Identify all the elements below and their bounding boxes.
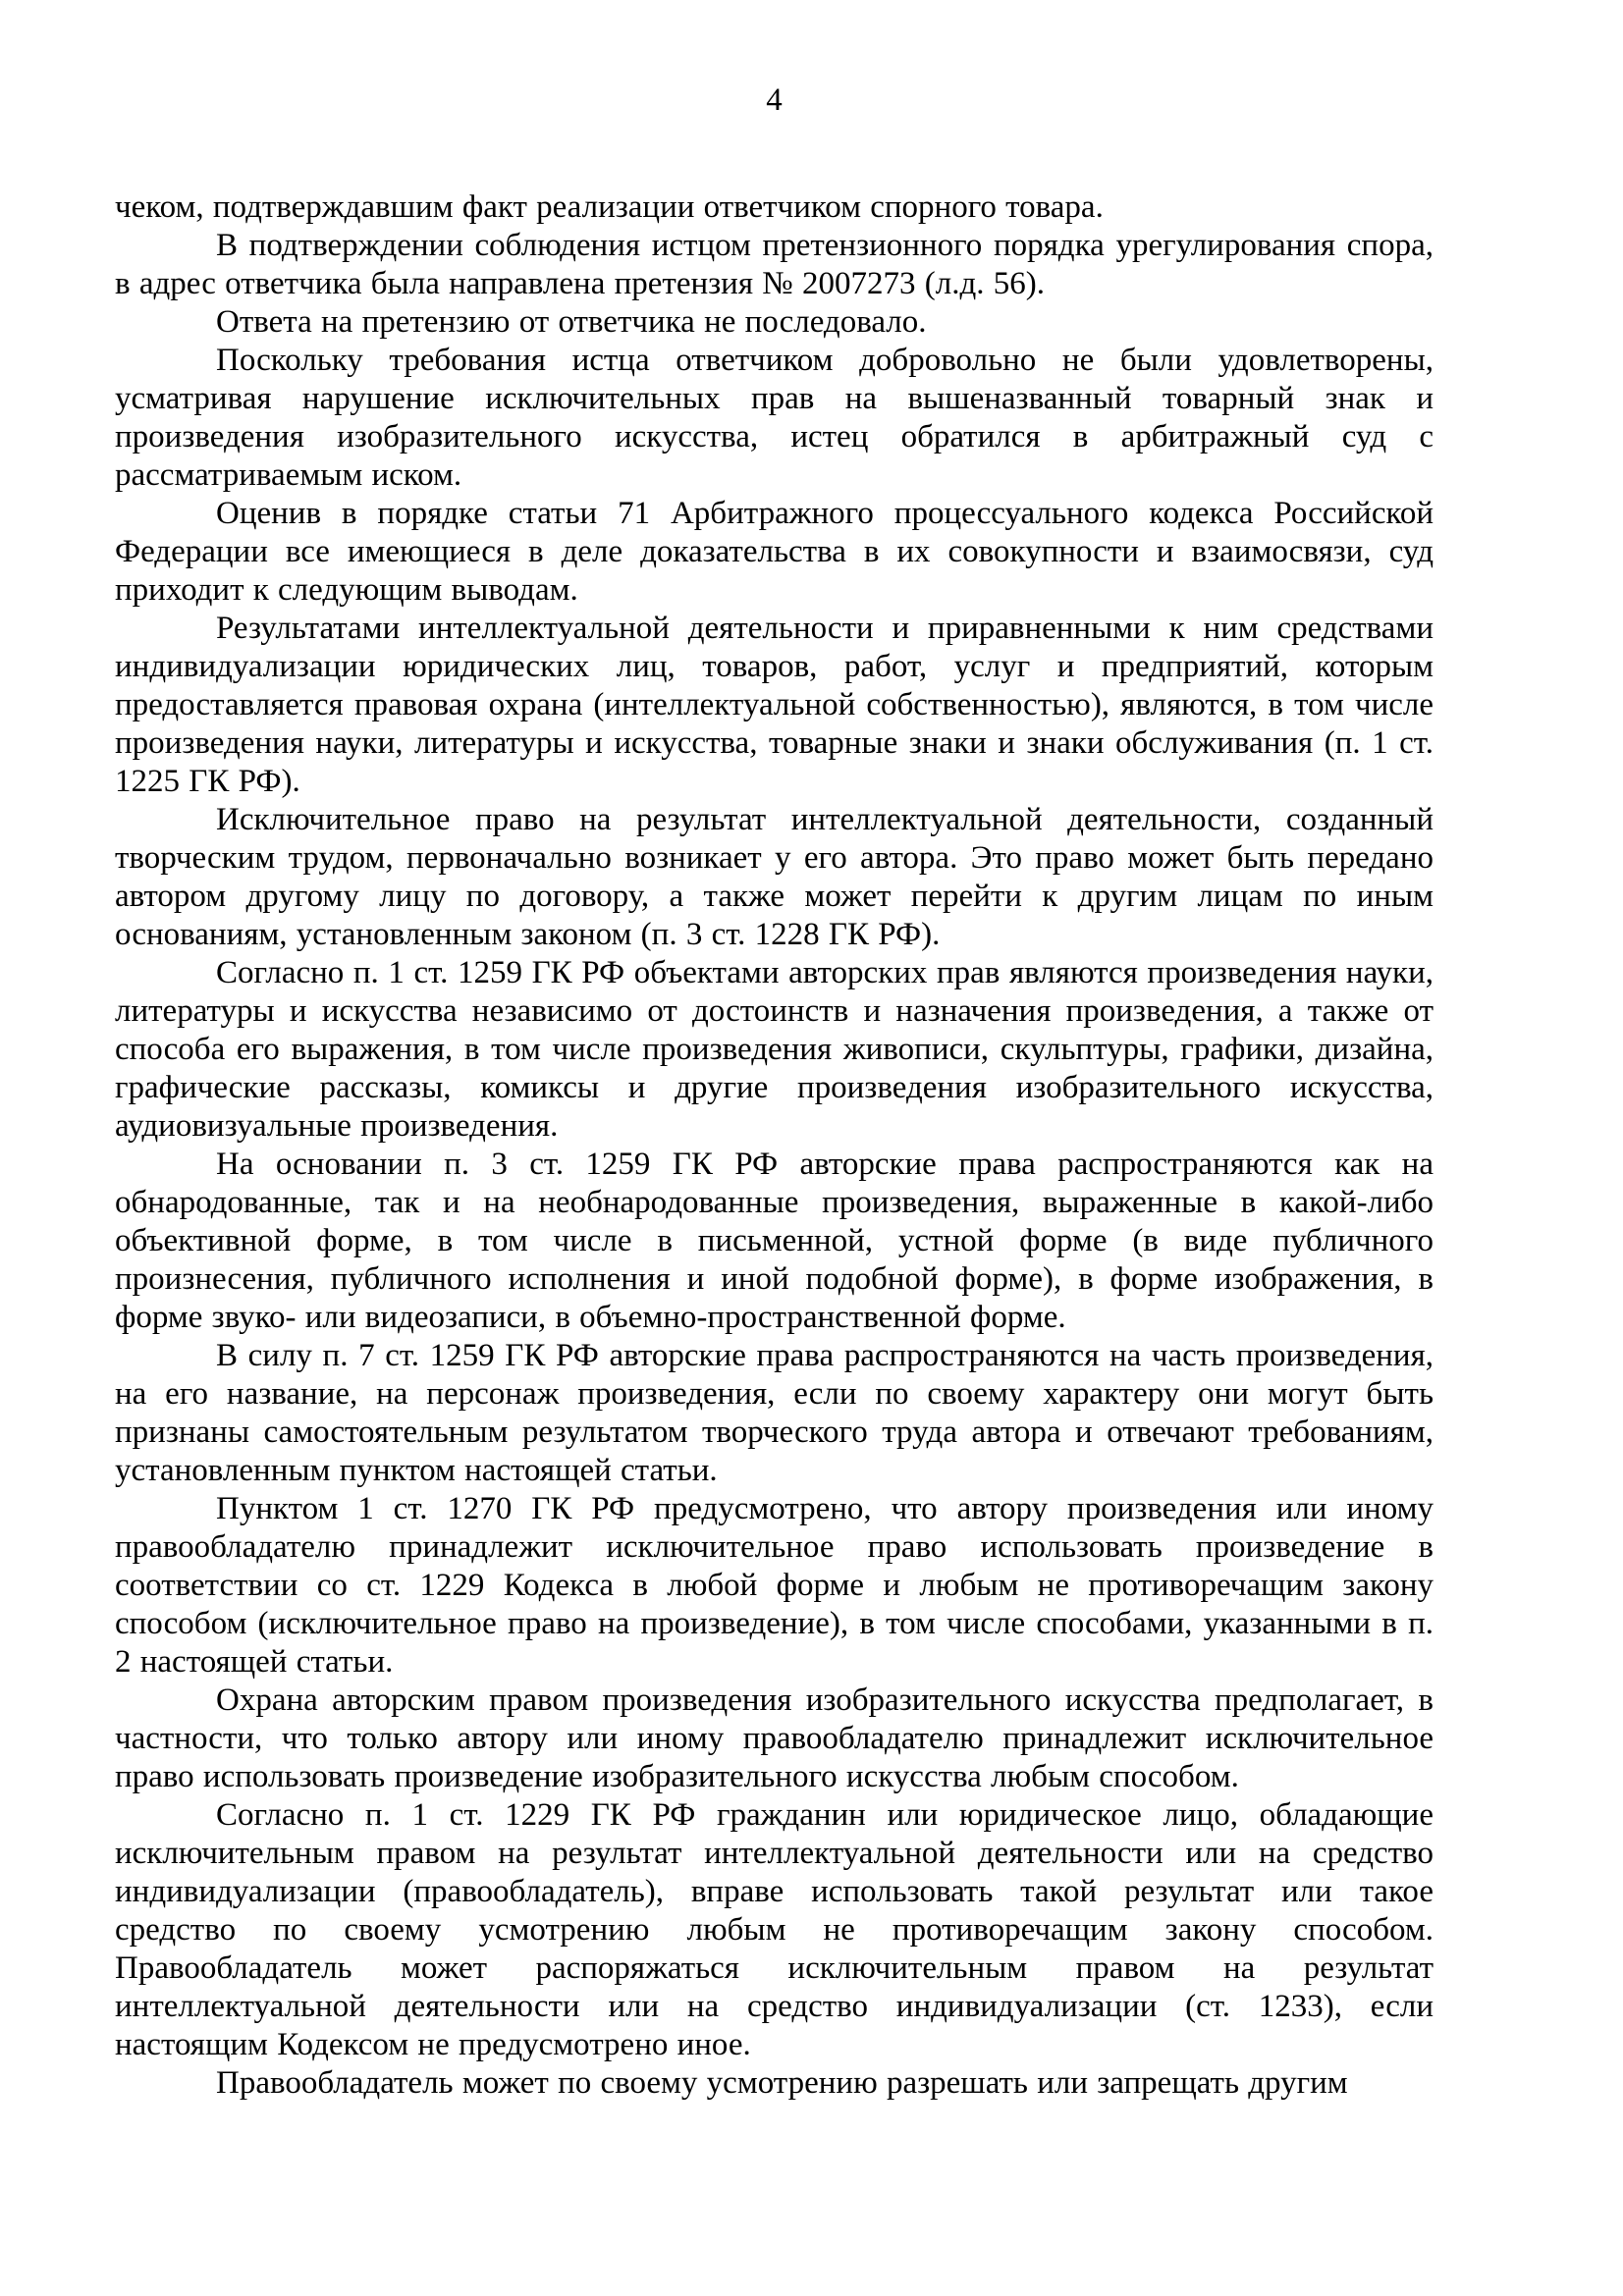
paragraph: Исключительное право на результат интеллектуальной деятельности, созданный творческим трудом, первоначально возникает у его автора. Это право может быть передано автором другому лицу по договору, а также может перейти к другим лицам по иным основаниям, установленным законом (п. 3 ст. 1228 ГК РФ). [115, 802, 1434, 952]
paragraph: В силу п. 7 ст. 1259 ГК РФ авторские права распространяются на часть произведения, на его название, на персонаж произведения, если по своему характеру они могут быть признаны самостоятельным результатом творческого труда автора и отвечают требованиям, установленным пунктом настоящей статьи. [115, 1338, 1434, 1488]
document-body [115, 188, 1434, 2103]
page-number: 4 [766, 82, 783, 118]
paragraph: На основании п. 3 ст. 1259 ГК РФ авторские права распространяются как на обнародованные, так и на необнародованные произведения, выраженные в какой-либо объективной форме, в том числе в письменной, устной форме (в виде публичного произнесения, публичного исполнения и иной подобной форме), в форме изображения, в форме звуко- или видеозаписи, в объемно-пространственной форме. [115, 1147, 1434, 1335]
paragraph: Поскольку требования истца ответчиком добровольно не были удовлетворены, усматривая нарушение исключительных прав на вышеназванный товарный знак и произведения изобразительного искусства, истец обратился в арбитражный суд с рассматриваемым иском. [115, 343, 1434, 493]
paragraph: Правообладатель может по своему усмотрению разрешать или запрещать другим [216, 2065, 1348, 2101]
paragraph: Пунктом 1 ст. 1270 ГК РФ предусмотрено, что автору произведения или иному правообладателю принадлежит исключительное право использовать произведение в соответствии со ст. 1229 Кодекса в любой форме и любым не противоречащим закону способом (исключительное право на произведение), в том числе способами, указанными в п. 2 настоящей статьи. [115, 1491, 1434, 1680]
paragraph: В подтверждении соблюдения истцом претензионного порядка урегулирования спора, в адрес ответчика была направлена претензия № 2007273 (л.д. 56). [115, 228, 1434, 301]
paragraph: Охрана авторским правом произведения изобразительного искусства предполагает, в частности, что только автору или иному правообладателю принадлежит исключительное право использовать произведение изобразительного искусства любым способом. [115, 1682, 1434, 1794]
paragraph: Согласно п. 1 ст. 1259 ГК РФ объектами авторских прав являются произведения науки, литературы и искусства независимо от достоинств и назначения произведения, а также от способа его выражения, в том числе произведения живописи, скульптуры, графики, дизайна, графические рассказы, комиксы и другие произведения изобразительного искусства, аудиовизуальные произведения. [115, 955, 1434, 1144]
paragraph: Согласно п. 1 ст. 1229 ГК РФ гражданин или юридическое лицо, обладающие исключительным правом на результат интеллектуальной деятельности или на средство индивидуализации (правообладатель), вправе использовать такой результат или такое средство по своему усмотрению любым не противоречащим закону способом. Правообладатель может распоряжаться исключительным правом на результат интеллектуальной деятельности или на средство индивидуализации (ст. 1233), если настоящим Кодексом не предусмотрено иное. [115, 1797, 1434, 2062]
paragraph: Оценив в порядке статьи 71 Арбитражного процессуального кодекса Российской Федерации все имеющиеся в деле доказательства в их совокупности и взаимосвязи, суд приходит к следующим выводам. [115, 496, 1434, 608]
text-block [115, 0, 1434, 2103]
paragraph: Ответа на претензию от ответчика не последовало. [216, 304, 927, 340]
paragraph: чеком, подтверждавшим факт реализации ответчиком спорного товара. [115, 189, 1104, 225]
paragraph: Результатами интеллектуальной деятельности и приравненными к ним средствами индивидуализации юридических лиц, товаров, работ, услуг и предприятий, которым предоставляется правовая охрана (интеллектуальной собственностью), являются, в том числе произведения науки, литературы и искусства, товарные знаки и знаки обслуживания (п. 1 ст. 1225 ГК РФ). [115, 611, 1434, 799]
